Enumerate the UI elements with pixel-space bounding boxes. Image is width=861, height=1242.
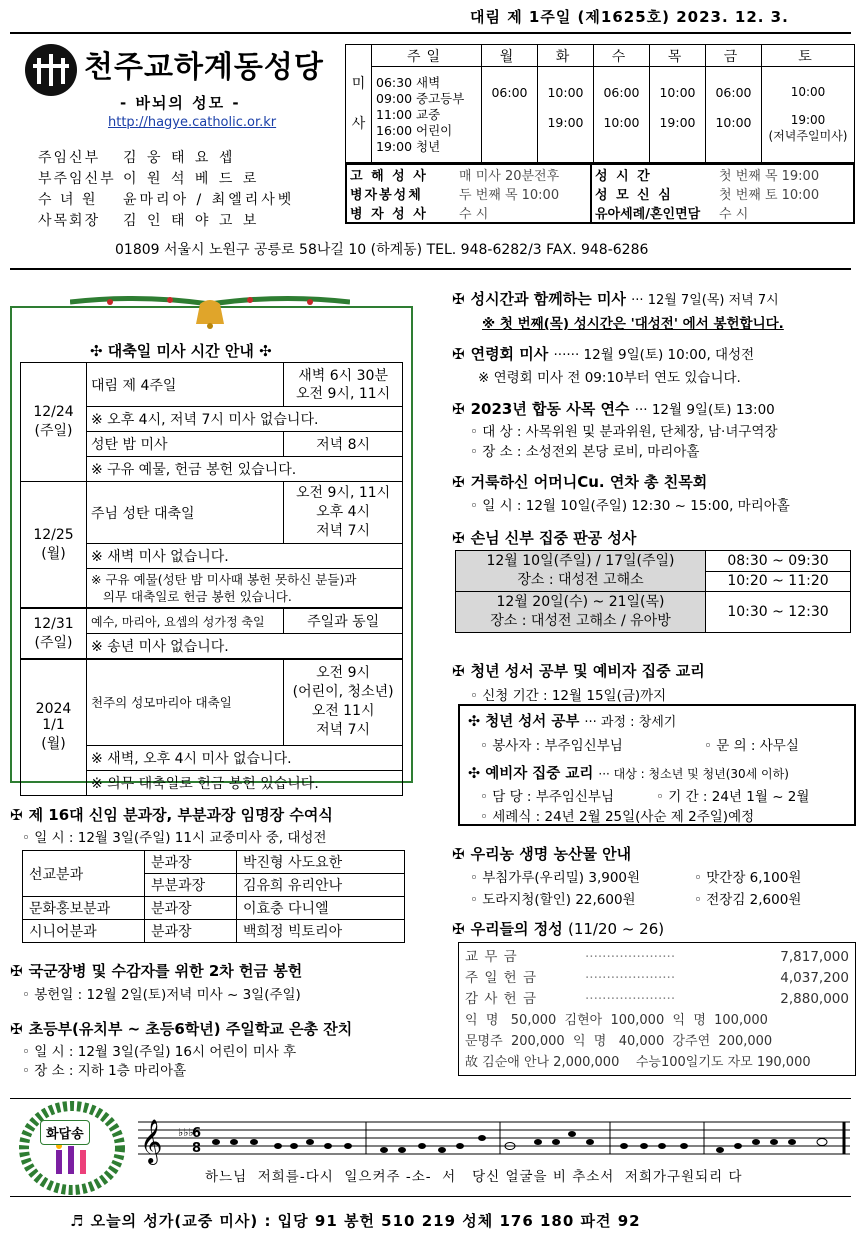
- svg-text:8: 8: [192, 1141, 202, 1156]
- advent-wreath-icon: [18, 1100, 126, 1195]
- parish-logo-icon: [25, 44, 77, 96]
- issue-line: 대림 제 1주일 (제1625호) 2023. 12. 3.: [470, 8, 789, 26]
- holy-hour-note: ※ 첫 번째(목) 성시간은 '대성전' 에서 봉헌합니다.: [482, 316, 784, 332]
- school-date: ◦ 일 시 : 12월 3일(주일) 16시 어린이 미사 후: [22, 1044, 297, 1060]
- sacrament-info-table: 고 해 성 사 매 미사 20분전후 성 시 간 첫 번째 목 19:00 병자봉성체 두 번째 목 10:00 성 모 신 심 첫 번째 토 10:00 병 자 성 사 수 시 유아세례/혼인면담 수 시: [345, 163, 855, 224]
- section-cu-meeting: ✠ 거룩하신 어머니Cu. 연차 총 친목회: [452, 473, 708, 491]
- address-line: 01809 서울시 노원구 공릉로 58나길 10 (하계동) TEL. 948-6282/3 FAX. 948-6286: [115, 242, 649, 258]
- youth-inquiry: ◦ 문 의 : 사무실: [704, 738, 799, 754]
- section-sunday-school: ✠ 초등부(유치부 ~ 초등6학년) 주일학교 은총 잔치: [10, 1020, 353, 1038]
- music-lyrics: 하느님 저희를-다시 일으켜주 -소- 서 당신 얼굴을 비 추소서 저희가구원되리 다: [205, 1169, 743, 1185]
- cu-date: ◦ 일 시 : 12월 10일(주일) 12:30 ~ 15:00, 마리아홀: [470, 498, 790, 514]
- section-appointment: ✠ 제 16대 신임 분과장, 부분과장 임명장 수여식: [10, 806, 333, 824]
- feast-title: ✣ 대축일 미사 시간 안내 ✣: [90, 342, 272, 360]
- hymn-line: ♬ 오늘의 성가(교중 미사) : 입당 91 봉헌 510 219 성체 176 180 파견 92: [70, 1212, 641, 1230]
- appointment-table: 선교분과 분과장 박진형 사도요한 부분과장 김유희 유리안나 문화홍보분과 분과장 이효충 다니엘 시니어분과 분과장 백희정 빅토리아: [22, 850, 405, 943]
- section-offerings: ✠ 우리들의 정성 (11/20 ~ 26): [452, 920, 665, 938]
- funeral-note: ※ 연령회 미사 전 09:10부터 연도 있습니다.: [478, 370, 741, 386]
- section-funeral-mass: ✠ 연령회 미사 ······ 12월 9일(토) 10:00, 대성전: [452, 345, 755, 363]
- music-staff: [138, 1110, 850, 1166]
- parish-subtitle: - 바뇌의 성모 -: [120, 94, 241, 112]
- section-holy-hour: ✠ 성시간과 함께하는 미사 ··· 12월 7일(목) 저녁 7시: [452, 290, 779, 308]
- svg-text:♭♭♭: ♭♭♭: [178, 1126, 194, 1139]
- apply-period: ◦ 신청 기간 : 12월 15일(금)까지: [470, 688, 667, 704]
- mass-schedule-table: 미사 주일 월 화 수 목 금 토 06:30 새벽 09:00 중고등부 11:00 교중 16:00 어린이 19:00 청년 06:00 10:00 19:00 06:00 10:00 10:00 19:00 06:00 10:00 10:00 19:00 (저녁주일미사): [345, 44, 855, 163]
- catechumen-period: ◦ 기 간 : 24년 1월 ~ 2월: [656, 789, 810, 805]
- staff-row: 부주임신부 이 원 석 베 드 로: [38, 171, 260, 187]
- youth-bible-title: ✣ 청년 성서 공부 ··· 과정 : 창세기: [468, 714, 677, 730]
- staff-row: 주임신부 김 웅 태 요 셉: [38, 150, 236, 166]
- school-place: ◦ 장 소 : 지하 1층 마리아홀: [22, 1063, 187, 1079]
- confession-table: 12월 10일(주일) / 17일(주일) 장소 : 대성전 고해소 08:30 ~ 09:30 10:20 ~ 11:20 12월 20일(수) ~ 21일(목) 장소 : 대성전 고해소 / 유아방 10:30 ~ 12:30: [455, 550, 851, 633]
- product-2: ◦ 맛간장 6,100원: [694, 870, 802, 886]
- training-place: ◦ 장 소 : 소성전외 본당 로비, 마리아홀: [470, 444, 700, 460]
- baptism-date: ◦ 세례식 : 24년 2월 25일(사순 제 2주일)예정: [480, 809, 755, 825]
- parish-name: 천주교하계동성당: [84, 50, 324, 85]
- appointment-date: ◦ 일 시 : 12월 3일(주일) 11시 교중미사 중, 대성전: [22, 830, 327, 846]
- youth-volunteer: ◦ 봉사자 : 부주임신부님: [480, 738, 623, 754]
- product-3: ◦ 도라지청(할인) 22,600원: [470, 892, 636, 908]
- section-pastoral-training: ✠ 2023년 합동 사목 연수 ··· 12월 9일(토) 13:00: [452, 400, 775, 418]
- staff-list: [38, 148, 383, 232]
- feast-table: 12/24 (주일) 대림 제 4주일 새벽 6시 30분 오전 9시, 11시 ※ 오후 4시, 저녁 7시 미사 없습니다. 성탄 밤 미사 저녁 8시 ※ 구유 예물, 헌금 봉헌 있습니다. 12/25 (월) 주님 성탄 대축일 오전 9시, 11시 오후 4시 저녁 7시 ※ 새벽 미사 없습니다. ※ 구유 예물(성탄 밤 미사때 봉헌 못하신 분들)과 의무 대축일로 헌금 봉헌 있습니다. 12/31 (주일) 예수, 마리아, 요셉의 성가정 축일 주일과 동일 ※ 송년 미사 없습니다. 2024 1/1 (월) 천주의 성모마리아 대축일 오전 9시 (어린이, 청소년) 오전 11시 저녁 7시 ※ 새벽, 오후 4시 미사 없습니다. ※ 의무 대축일로 헌금 봉헌 있습니다.: [20, 362, 403, 796]
- catechumen-lead: ◦ 담 당 : 부주임신부님: [480, 789, 615, 805]
- section-confession: ✠ 손님 신부 집중 판공 성사: [452, 529, 637, 547]
- garland-bell-icon: [70, 290, 350, 330]
- sunday-times: 06:30 새벽 09:00 중고등부 11:00 교중 16:00 어린이 19:00 청년: [372, 67, 482, 163]
- staff-row: 사목회장 김 인 태 야 고 보: [38, 213, 260, 229]
- svg-text:6: 6: [192, 1126, 202, 1141]
- section-woorinong: ✠ 우리농 생명 농산물 안내: [452, 845, 632, 863]
- catechumen-title: ✣ 예비자 집중 교리 ··· 대상 : 청소년 및 청년(30세 이하): [468, 766, 789, 782]
- collection-date: ◦ 봉헌일 : 12월 2일(토)저녁 미사 ~ 3일(주일): [22, 987, 301, 1003]
- section-youth-catechism: ✠ 청년 성서 공부 및 예비자 집중 교리: [452, 662, 705, 680]
- parish-url-link[interactable]: http://hagye.catholic.or.kr: [108, 115, 277, 130]
- product-4: ◦ 전장김 2,600원: [694, 892, 802, 908]
- staff-row: 수 녀 원 윤마리아 / 최엘리사벳: [38, 192, 295, 208]
- section-second-collection: ✠ 국군장병 및 수감자를 위한 2차 헌금 봉헌: [10, 962, 303, 980]
- svg-text:𝄞: 𝄞: [140, 1119, 163, 1163]
- product-1: ◦ 부침가루(우리밀) 3,900원: [470, 870, 641, 886]
- offering-box: 교 무 금 ····················· 7,817,000 주 일 헌 금 ····················· 4,037,200 감 사 헌 금 ····················· 2,880,000 익 명 50,000 김현아 100,000 익 명 100,000 문명주 200,000 익 명 40,000 강주연 200,000 故 김순애 안나 2,000,000 수능100일기도 자모 190,000: [458, 942, 856, 1076]
- mass-label: 미사: [346, 45, 372, 163]
- training-target: ◦ 대 상 : 사목위원 및 분과위원, 단체장, 남·녀구역장: [470, 424, 778, 440]
- response-psalm-label: 화답송: [40, 1120, 90, 1145]
